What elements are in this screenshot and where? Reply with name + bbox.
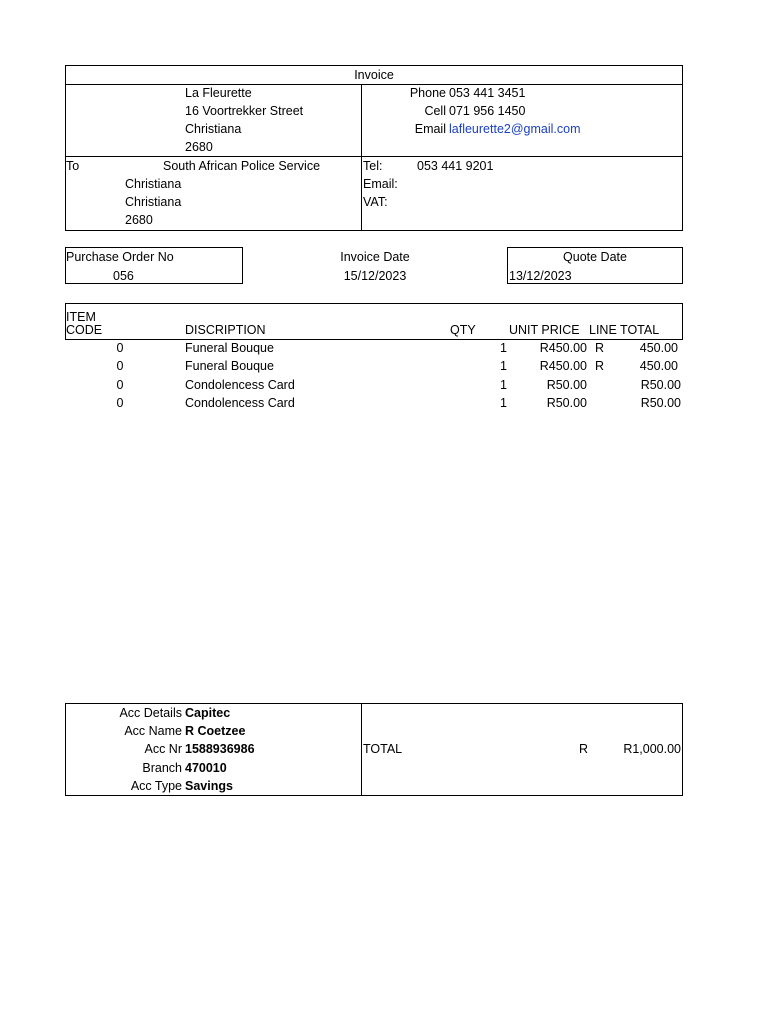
phone-value: 053 441 3451	[449, 86, 526, 100]
header-qty: QTY	[450, 323, 476, 337]
total-currency: R	[579, 742, 589, 756]
acc-name-value: R Coetzee	[185, 724, 246, 738]
acc-details-value: Capitec	[185, 706, 231, 720]
invoice-date-label: Invoice Date	[340, 250, 410, 264]
item-unit-price: R50.00	[546, 378, 587, 392]
branch-label: Branch	[142, 761, 182, 775]
acc-nr-label: Acc Nr	[144, 742, 182, 756]
acc-type-value: Savings	[185, 779, 233, 793]
item-line-total: R50.00	[640, 396, 681, 410]
company-name: La Fleurette	[185, 86, 252, 100]
total-amount: R1,000.00	[623, 742, 681, 756]
item-line-total: 450.00	[639, 341, 678, 355]
divider	[361, 703, 362, 796]
to-label: To	[66, 159, 80, 173]
item-description: Funeral Bouque	[185, 359, 274, 373]
quote-date-value: 13/12/2023	[509, 269, 572, 283]
cell-value: 071 956 1450	[449, 104, 526, 118]
item-qty: 1	[500, 341, 507, 355]
item-description: Funeral Bouque	[185, 341, 274, 355]
branch-value: 470010	[185, 761, 227, 775]
item-code: 0	[116, 341, 124, 355]
phone-label: Phone	[409, 86, 446, 100]
client-email-label: Email:	[363, 177, 398, 191]
item-qty: 1	[500, 396, 507, 410]
tel-value: 053 441 9201	[417, 159, 494, 173]
item-code: 0	[116, 396, 124, 410]
header-code: CODE	[66, 323, 103, 337]
item-unit-price: R450.00	[539, 359, 587, 373]
item-qty: 1	[500, 359, 507, 373]
header-unit-price: UNIT PRICE	[509, 323, 580, 337]
acc-details-label: Acc Details	[119, 706, 182, 720]
divider	[65, 84, 683, 85]
vat-label: VAT:	[363, 195, 388, 209]
cell-label: Cell	[424, 104, 446, 118]
client-name: South African Police Service	[163, 159, 321, 173]
po-value: 056	[113, 269, 134, 283]
acc-type-label: Acc Type	[130, 779, 182, 793]
item-code: 0	[116, 359, 124, 373]
company-town: Christiana	[185, 122, 242, 136]
quote-date-label: Quote Date	[563, 250, 627, 264]
header-description: DISCRIPTION	[185, 323, 266, 337]
item-line-total: 450.00	[639, 359, 678, 373]
header-item: ITEM	[66, 310, 96, 324]
client-line1: Christiana	[125, 177, 182, 191]
email-link[interactable]: lafleurette2@gmail.com	[449, 122, 581, 136]
email-label: Email	[414, 122, 446, 136]
item-unit-price: R450.00	[539, 341, 587, 355]
po-label: Purchase Order No	[66, 250, 174, 264]
acc-nr-value: 1588936986	[185, 742, 255, 756]
invoice-title: Invoice	[354, 68, 394, 82]
client-line2: Christiana	[125, 195, 182, 209]
item-code: 0	[116, 378, 124, 392]
item-currency: R	[595, 341, 605, 355]
invoice-date-value: 15/12/2023	[343, 269, 407, 283]
client-postal: 2680	[125, 213, 153, 227]
company-postal: 2680	[185, 140, 213, 154]
total-label: TOTAL	[363, 742, 403, 756]
company-street: 16 Voortrekker Street	[185, 104, 304, 118]
divider	[361, 84, 362, 231]
item-description: Condolencess Card	[185, 396, 295, 410]
item-unit-price: R50.00	[546, 396, 587, 410]
item-description: Condolencess Card	[185, 378, 295, 392]
tel-label: Tel:	[363, 159, 383, 173]
item-currency: R	[595, 359, 605, 373]
item-qty: 1	[500, 378, 507, 392]
item-line-total: R50.00	[640, 378, 681, 392]
header-line-total: LINE TOTAL	[589, 323, 660, 337]
acc-name-label: Acc Name	[124, 724, 182, 738]
divider	[65, 156, 683, 157]
